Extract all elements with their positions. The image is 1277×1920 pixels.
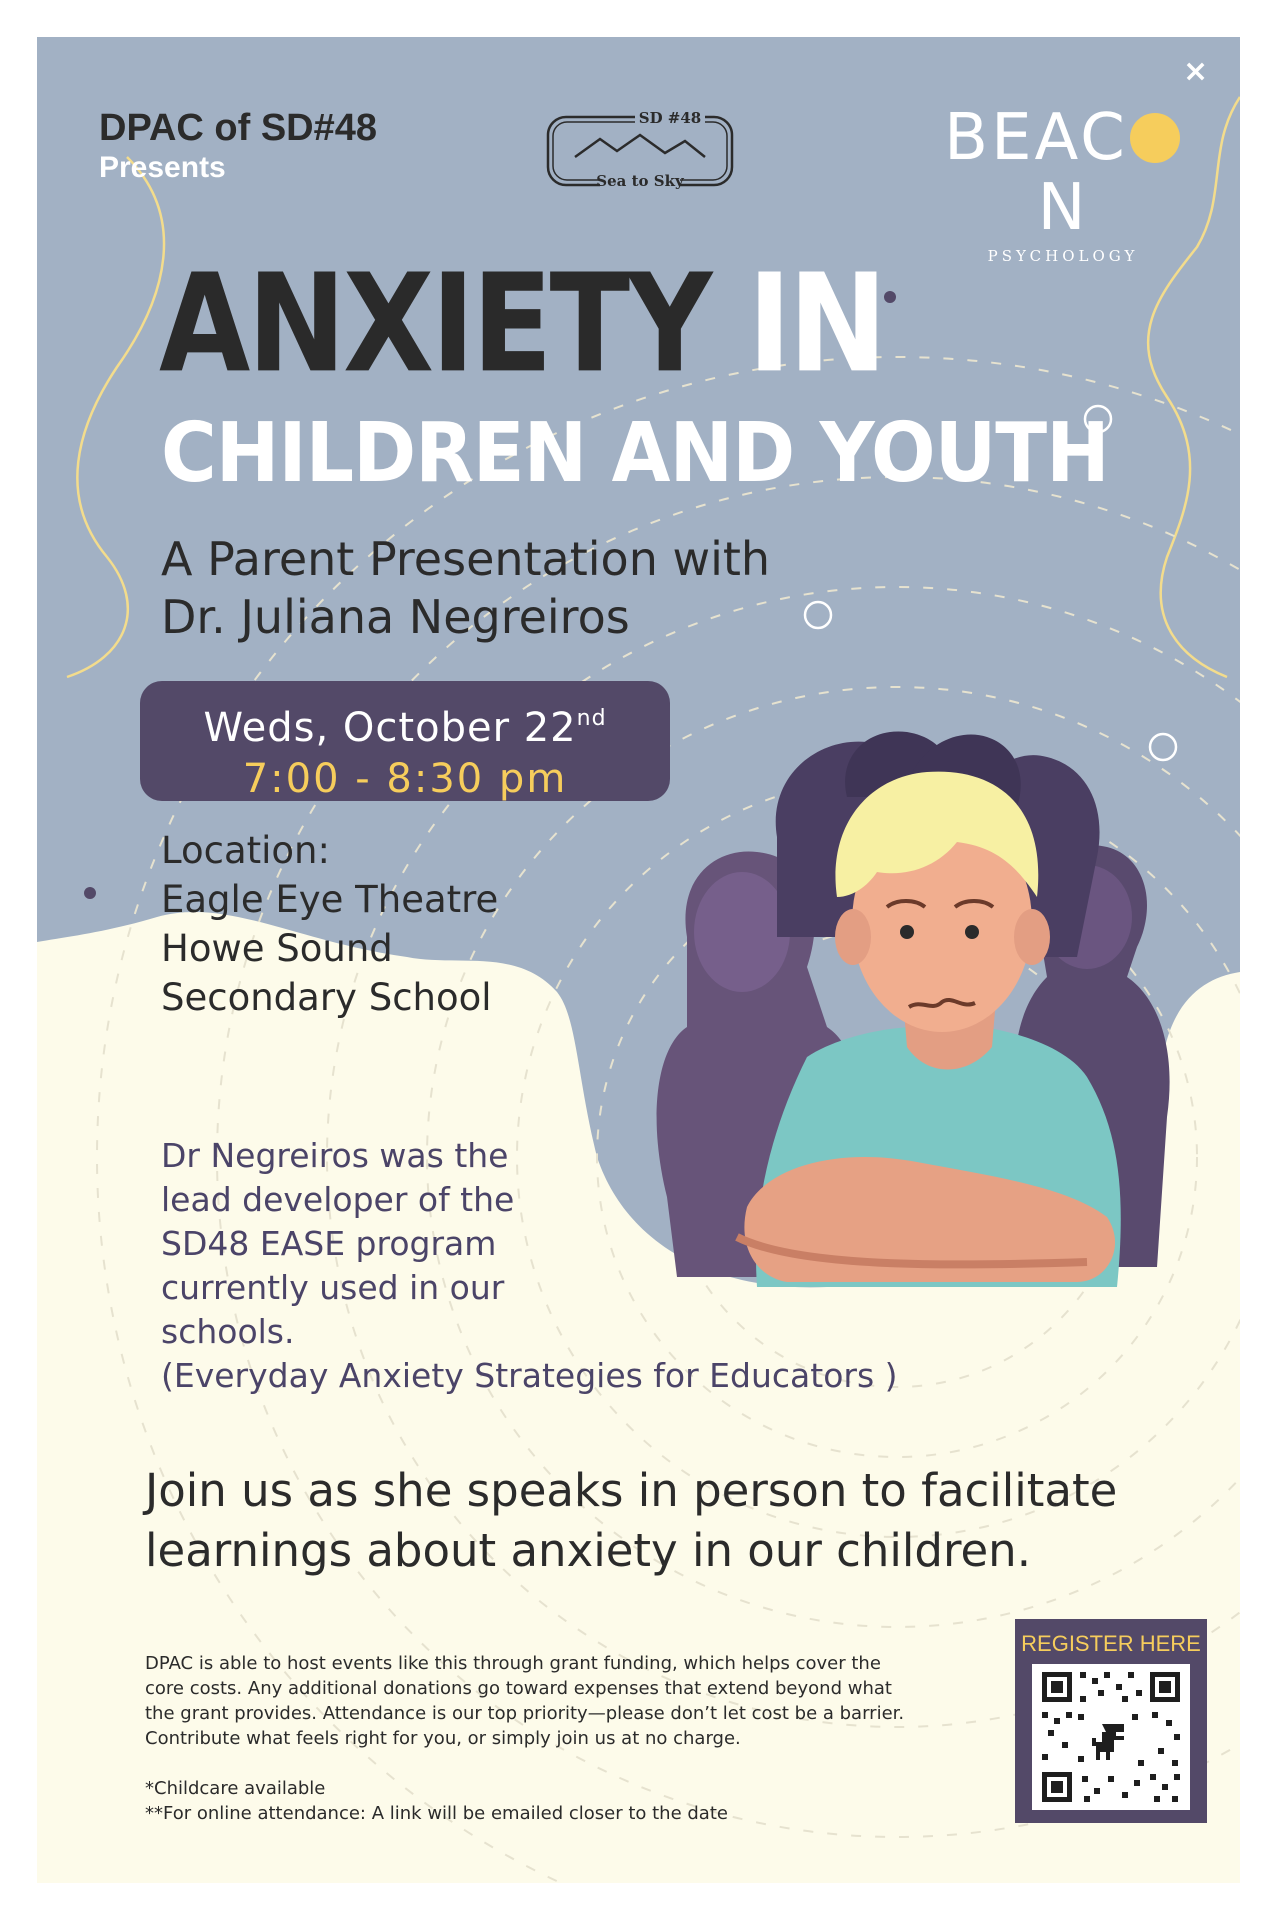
subtitle bbox=[161, 530, 770, 646]
join-invitation bbox=[145, 1461, 1117, 1581]
event-date bbox=[140, 693, 670, 754]
event-date-suffix: nd bbox=[576, 706, 607, 731]
register-label: REGISTER HERE bbox=[1021, 1631, 1201, 1656]
title-line-1 bbox=[159, 237, 884, 410]
fine-print-line: DPAC is able to host events like this through grant funding, which helps cover the bbox=[145, 1653, 881, 1674]
beacon-name-left: BEAC bbox=[944, 101, 1128, 175]
event-date-box bbox=[140, 681, 670, 801]
childcare-note: *Childcare available bbox=[145, 1778, 326, 1799]
fine-print-line: core costs. Any additional donations go toward expenses that extend beyond what bbox=[145, 1678, 892, 1699]
about-line: schools. bbox=[161, 1312, 295, 1351]
join-line-1: Join us as she speaks in person to facilitate bbox=[145, 1464, 1118, 1517]
about-line: SD48 EASE program bbox=[161, 1224, 497, 1263]
location-line: Eagle Eye Theatre bbox=[161, 878, 499, 921]
sd48-logo bbox=[545, 107, 735, 191]
close-icon[interactable]: × bbox=[1183, 54, 1209, 89]
title-in: IN bbox=[747, 243, 885, 403]
about-line: currently used in our bbox=[161, 1268, 505, 1307]
register-box[interactable] bbox=[1015, 1619, 1207, 1823]
location-block bbox=[161, 826, 498, 1022]
event-poster bbox=[37, 37, 1240, 1883]
title-anxiety: ANXIETY bbox=[159, 243, 710, 403]
presents-label: Presents bbox=[99, 151, 226, 184]
location-line: Secondary School bbox=[161, 976, 492, 1019]
subtitle-line-1: A Parent Presentation with bbox=[161, 532, 771, 586]
qr-code[interactable] bbox=[1032, 1664, 1190, 1810]
event-time: 7:00 - 8:30 pm bbox=[242, 756, 568, 802]
beacon-name-right: N bbox=[1037, 171, 1089, 245]
location-line: Howe Sound bbox=[161, 927, 393, 970]
join-line-2: learnings about anxiety in our children. bbox=[145, 1524, 1032, 1577]
event-date-text: Weds, October 22 bbox=[203, 705, 577, 751]
about-line: Dr Negreiros was the bbox=[161, 1136, 509, 1175]
fine-print bbox=[145, 1651, 1005, 1826]
presenter-block bbox=[99, 105, 377, 185]
online-attendance-note: **For online attendance: A link will be emailed closer to the date bbox=[145, 1803, 728, 1824]
title-line-2: CHILDREN AND YOUTH bbox=[161, 404, 1109, 501]
sd48-logo-top-text: SD #48 bbox=[638, 109, 702, 127]
beacon-psychology-logo bbox=[933, 103, 1193, 265]
about-presenter bbox=[161, 1134, 898, 1398]
qr-code-icon bbox=[1032, 1664, 1190, 1810]
location-label: Location: bbox=[161, 829, 330, 872]
sd48-logo-bottom-text: Sea to Sky bbox=[596, 172, 684, 190]
about-line: (Everyday Anxiety Strategies for Educators ) bbox=[161, 1356, 898, 1395]
sun-o-icon bbox=[1130, 113, 1180, 163]
fine-print-line: the grant provides. Attendance is our top priority—please don’t let cost be a barrier. bbox=[145, 1703, 905, 1724]
organizer-name: DPAC of SD#48 bbox=[99, 107, 378, 149]
about-line: lead developer of the bbox=[161, 1180, 515, 1219]
subtitle-line-2: Dr. Juliana Negreiros bbox=[161, 590, 630, 644]
beacon-tagline: PSYCHOLOGY bbox=[987, 247, 1139, 265]
fine-print-line: Contribute what feels right for you, or simply join us at no charge. bbox=[145, 1728, 741, 1749]
